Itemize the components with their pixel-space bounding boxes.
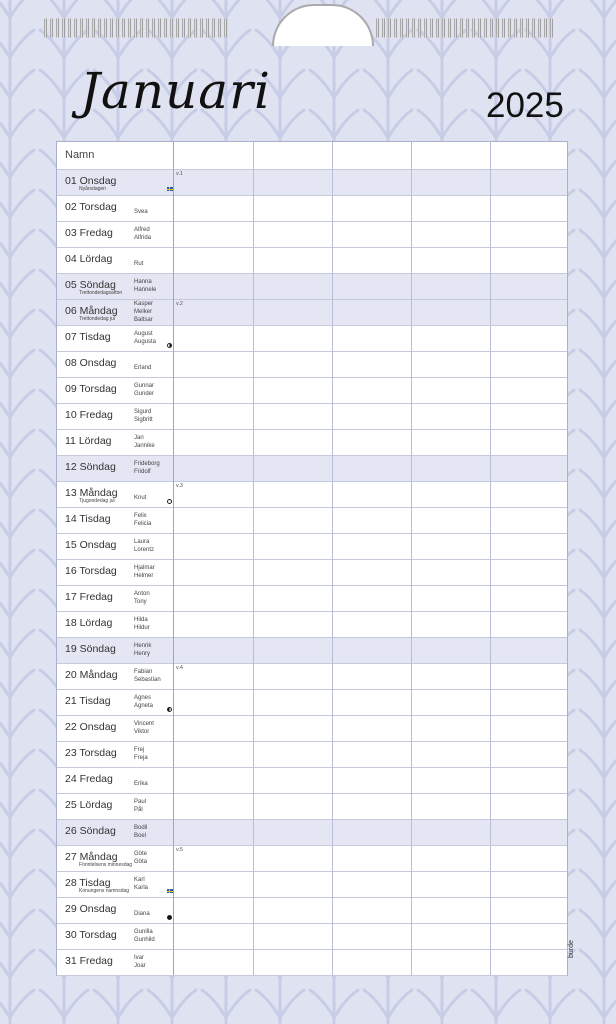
spiral-coil: [218, 18, 221, 38]
week-number: v.4: [176, 665, 183, 671]
name-days: [134, 954, 146, 970]
name-days: [134, 364, 151, 372]
spiral-coil: [526, 18, 529, 38]
name-day: August: [134, 331, 153, 337]
spiral-coil: [538, 18, 541, 38]
pattern-leaf: [580, 310, 616, 338]
name-days: [134, 260, 143, 268]
pattern-leaf: [0, 0, 34, 18]
spiral-coil: [200, 18, 203, 38]
day-label: 29 Onsdag: [65, 903, 117, 915]
spiral-coil: [44, 18, 47, 38]
spiral-coil: [188, 18, 191, 38]
pattern-leaf: [0, 630, 34, 658]
spiral-coil: [406, 18, 409, 38]
pattern-leaf: [0, 230, 34, 258]
month-title: Januari: [80, 62, 271, 120]
pattern-leaf: [580, 390, 616, 418]
name-day: Hanna: [134, 279, 152, 285]
name-day: Frej: [134, 747, 145, 753]
spiral-coil: [550, 18, 553, 38]
pattern-leaf: [0, 30, 34, 58]
pattern-leaf: [580, 630, 616, 658]
spiral-coil: [122, 18, 125, 38]
name-days: [134, 382, 154, 398]
pattern-leaf: [0, 550, 34, 578]
name-day: Jan: [134, 435, 144, 441]
pattern-leaf: [0, 750, 34, 778]
spiral-coil: [394, 18, 397, 38]
name-day: Alfred: [134, 227, 150, 233]
day-label: 25 Lördag: [65, 799, 113, 811]
name-day: Tony: [134, 599, 147, 605]
spiral-coil: [86, 18, 89, 38]
day-label: 11 Lördag: [65, 435, 112, 447]
name-days: [134, 928, 155, 944]
spiral-coil: [460, 18, 463, 38]
name-day: Fabian: [134, 669, 153, 675]
pattern-leaf: [580, 830, 616, 858]
spiral-coil: [502, 18, 505, 38]
pattern-leaf: [580, 110, 616, 138]
holiday-label: Trettondedagsafton: [79, 290, 123, 296]
name-days: [134, 208, 148, 216]
spiral-coil: [514, 18, 517, 38]
day-label: 14 Tisdag: [65, 513, 111, 525]
pattern-leaf: [580, 870, 616, 898]
pattern-leaf: [0, 950, 34, 978]
name-days: [134, 538, 154, 554]
spiral-coil: [62, 18, 65, 38]
family-planner-grid: [56, 141, 568, 976]
brand-logo: burde: [568, 940, 575, 958]
day-label: 22 Onsdag: [65, 721, 117, 733]
week-number: v.3: [176, 483, 183, 489]
spiral-coil: [74, 18, 77, 38]
name-day: Boel: [134, 833, 147, 839]
name-day: Erland: [134, 365, 152, 371]
spiral-coil: [206, 18, 209, 38]
pattern-leaf: [580, 190, 616, 218]
pattern-leaf: [580, 910, 616, 938]
name-days: [134, 642, 151, 658]
name-days: [134, 876, 148, 892]
spiral-coil: [436, 18, 439, 38]
spiral-coil: [224, 18, 227, 38]
name-days: [134, 226, 151, 242]
pattern-leaf: [580, 270, 616, 298]
pattern-leaf: [580, 990, 616, 1018]
day-label: 06 Måndag: [65, 305, 118, 317]
spiral-coil: [146, 18, 149, 38]
name-days: [134, 910, 150, 918]
pattern-leaf: [0, 350, 34, 378]
name-days: [134, 850, 147, 866]
name-day: Baltsar: [134, 317, 153, 323]
day-label: 20 Måndag: [65, 669, 118, 681]
name-day: Göta: [134, 859, 148, 865]
spiral-coil: [212, 18, 215, 38]
spiral-coil: [400, 18, 403, 38]
day-label: 21 Tisdag: [65, 695, 111, 707]
name-days: [134, 494, 146, 502]
name-day: Knut: [134, 495, 147, 501]
day-label: 03 Fredag: [65, 227, 113, 239]
pattern-leaf: [0, 430, 34, 458]
spiral-coil: [164, 18, 167, 38]
spiral-coil: [92, 18, 95, 38]
name-days: [134, 300, 153, 324]
day-label: 28 Tisdag: [65, 877, 111, 889]
holiday-label: Trettondedag jul: [79, 316, 115, 322]
spiral-coil: [496, 18, 499, 38]
holiday-label: Förintelsens minnesdag: [79, 862, 133, 868]
pattern-leaf: [0, 270, 34, 298]
pattern-leaf: [580, 710, 616, 738]
spiral-coil: [412, 18, 415, 38]
spiral-coil: [448, 18, 451, 38]
name-day: Jannike: [134, 443, 155, 449]
name-day: Vincent: [134, 721, 154, 727]
day-label: 04 Lördag: [65, 253, 113, 265]
year-title: 2025: [486, 86, 564, 125]
pattern-leaf: [0, 390, 34, 418]
name-day: Hilda: [134, 617, 148, 623]
name-day: Frideborg: [134, 461, 160, 467]
spiral-coil: [382, 18, 385, 38]
name-day: Rut: [134, 261, 144, 267]
column-divider: [411, 142, 412, 975]
day-label: 13 Måndag: [65, 487, 118, 499]
pattern-leaf: [0, 790, 34, 818]
column-divider: [253, 142, 254, 975]
pattern-leaf: [580, 430, 616, 458]
pattern-leaf: [0, 870, 34, 898]
spiral-coil: [532, 18, 535, 38]
spiral-coil: [472, 18, 475, 38]
name-day: Melker: [134, 309, 153, 315]
day-label: 23 Torsdag: [65, 747, 117, 759]
week-number: v.5: [176, 847, 183, 853]
pattern-leaf: [580, 230, 616, 258]
spiral-coil: [388, 18, 391, 38]
name-day: Sigbritt: [134, 417, 153, 423]
pattern-leaf: [0, 990, 34, 1018]
names-header-label: Namn: [65, 149, 95, 161]
pattern-leaf: [580, 550, 616, 578]
pattern-leaf: [0, 150, 34, 178]
pattern-leaf: [580, 0, 616, 18]
name-days: [134, 780, 148, 788]
name-day: Gunhild: [134, 937, 155, 943]
name-day: Gunder: [134, 391, 155, 397]
holiday-label: Konungens namnsdag: [79, 888, 130, 894]
spiral-coil: [50, 18, 53, 38]
name-day: Agnes: [134, 695, 152, 701]
pattern-leaf: [0, 710, 34, 738]
spiral-coil: [56, 18, 59, 38]
name-day: Fridolf: [134, 469, 151, 475]
day-label: 01 Onsdag: [65, 175, 117, 187]
name-day: Felicia: [134, 521, 152, 527]
name-day: Kasper: [134, 301, 154, 307]
day-label: 09 Torsdag: [65, 383, 117, 395]
name-day: Anton: [134, 591, 150, 597]
moon-phase-full-icon: [167, 499, 172, 504]
spiral-coil: [442, 18, 445, 38]
spiral-coil: [418, 18, 421, 38]
day-label: 08 Onsdag: [65, 357, 117, 369]
name-day: Laura: [134, 539, 150, 545]
pattern-leaf: [0, 910, 34, 938]
spiral-coil: [544, 18, 547, 38]
column-divider: [490, 142, 491, 975]
name-day: Viktor: [134, 729, 150, 735]
day-label: 16 Torsdag: [65, 565, 117, 577]
name-day: Hjalmar: [134, 565, 155, 571]
day-label: 24 Fredag: [65, 773, 113, 785]
day-label: 26 Söndag: [65, 825, 116, 837]
spiral-coil: [520, 18, 523, 38]
name-day: Helmer: [134, 573, 154, 579]
name-day: Freja: [134, 755, 148, 761]
name-day: Göte: [134, 851, 148, 857]
name-day: Karl: [134, 877, 145, 883]
day-label: 17 Fredag: [65, 591, 113, 603]
name-day: Diana: [134, 911, 150, 917]
day-label: 07 Tisdag: [65, 331, 111, 343]
name-days: [134, 746, 148, 762]
week-number: v.2: [176, 301, 183, 307]
name-day: Lorentz: [134, 547, 155, 553]
name-days: [134, 460, 160, 476]
spiral-coil: [116, 18, 119, 38]
name-day: Joar: [134, 963, 146, 969]
spiral-coil: [508, 18, 511, 38]
pattern-leaf: [0, 470, 34, 498]
spiral-binding-left: [44, 18, 227, 38]
spiral-coil: [376, 18, 379, 38]
day-label: 05 Söndag: [65, 279, 116, 291]
day-label: 15 Onsdag: [65, 539, 117, 551]
name-days: [134, 616, 150, 632]
spiral-coil: [424, 18, 427, 38]
name-days: [134, 278, 156, 294]
moon-phase-last-icon: [167, 707, 172, 712]
spiral-coil: [454, 18, 457, 38]
name-days: [134, 668, 161, 684]
moon-phase-first-icon: [167, 343, 172, 348]
name-day: Hannele: [134, 287, 157, 293]
pattern-leaf: [0, 110, 34, 138]
column-divider: [173, 142, 174, 975]
pattern-leaf: [580, 150, 616, 178]
name-day: Gunnar: [134, 383, 155, 389]
spiral-coil: [194, 18, 197, 38]
day-label: 30 Torsdag: [65, 929, 117, 941]
pattern-leaf: [0, 830, 34, 858]
moon-phase-new-icon: [167, 915, 172, 920]
spiral-coil: [80, 18, 83, 38]
name-days: [134, 408, 153, 424]
name-day: Felix: [134, 513, 147, 519]
name-day: Sebastian: [134, 677, 161, 683]
spiral-coil: [128, 18, 131, 38]
pattern-leaf: [0, 510, 34, 538]
pattern-leaf: [0, 310, 34, 338]
day-label: 02 Torsdag: [65, 201, 117, 213]
spiral-coil: [140, 18, 143, 38]
spiral-coil: [134, 18, 137, 38]
pattern-leaf: [580, 70, 616, 98]
pattern-leaf: [580, 790, 616, 818]
day-label: 10 Fredag: [65, 409, 113, 421]
spiral-coil: [430, 18, 433, 38]
name-day: Agneta: [134, 703, 154, 709]
name-day: Hildur: [134, 625, 150, 631]
name-days: [134, 564, 155, 580]
name-days: [134, 824, 147, 840]
pattern-leaf: [580, 350, 616, 378]
pattern-leaf: [580, 670, 616, 698]
pattern-leaf: [580, 950, 616, 978]
name-day: Sigurd: [134, 409, 152, 415]
name-day: Alfrida: [134, 235, 152, 241]
pattern-leaf: [580, 510, 616, 538]
pattern-leaf: [580, 30, 616, 58]
spiral-coil: [68, 18, 71, 38]
spiral-coil: [182, 18, 185, 38]
name-day: Paul: [134, 799, 147, 805]
name-days: [134, 434, 155, 450]
day-label: 19 Söndag: [65, 643, 116, 655]
column-divider: [332, 142, 333, 975]
day-label: 12 Söndag: [65, 461, 116, 473]
pattern-leaf: [0, 190, 34, 218]
name-days: [134, 590, 150, 606]
spiral-coil: [158, 18, 161, 38]
name-days: [134, 694, 153, 710]
name-day: Henry: [134, 651, 151, 657]
name-days: [134, 512, 151, 528]
name-day: Augusta: [134, 339, 157, 345]
spiral-coil: [484, 18, 487, 38]
name-days: [134, 798, 146, 814]
spiral-coil: [466, 18, 469, 38]
pattern-leaf: [0, 70, 34, 98]
name-day: Henrik: [134, 643, 152, 649]
name-day: Gunilla: [134, 929, 153, 935]
name-day: Ivar: [134, 955, 145, 961]
day-label: 18 Lördag: [65, 617, 113, 629]
spiral-binding-right: [376, 18, 553, 38]
spiral-coil: [490, 18, 493, 38]
day-label: 27 Måndag: [65, 851, 118, 863]
spiral-coil: [104, 18, 107, 38]
spiral-coil: [170, 18, 173, 38]
name-day: Erika: [134, 781, 148, 787]
name-day: Svea: [134, 209, 148, 215]
name-days: [134, 330, 156, 346]
week-number: v.1: [176, 171, 183, 177]
day-label: 31 Fredag: [65, 955, 113, 967]
pattern-leaf: [0, 670, 34, 698]
pattern-leaf: [580, 470, 616, 498]
name-day: Karla: [134, 885, 149, 891]
name-day: Bodil: [134, 825, 148, 831]
name-days: [134, 720, 154, 736]
pattern-leaf: [580, 750, 616, 778]
name-day: Pål: [134, 807, 143, 813]
pattern-leaf: [0, 590, 34, 618]
holiday-label: Tjugondedag jul: [79, 498, 115, 504]
spiral-coil: [110, 18, 113, 38]
holiday-label: Nyårsdagen: [79, 186, 106, 192]
spiral-coil: [176, 18, 179, 38]
pattern-leaf: [580, 590, 616, 618]
spiral-coil: [478, 18, 481, 38]
spiral-coil: [98, 18, 101, 38]
spiral-coil: [152, 18, 155, 38]
